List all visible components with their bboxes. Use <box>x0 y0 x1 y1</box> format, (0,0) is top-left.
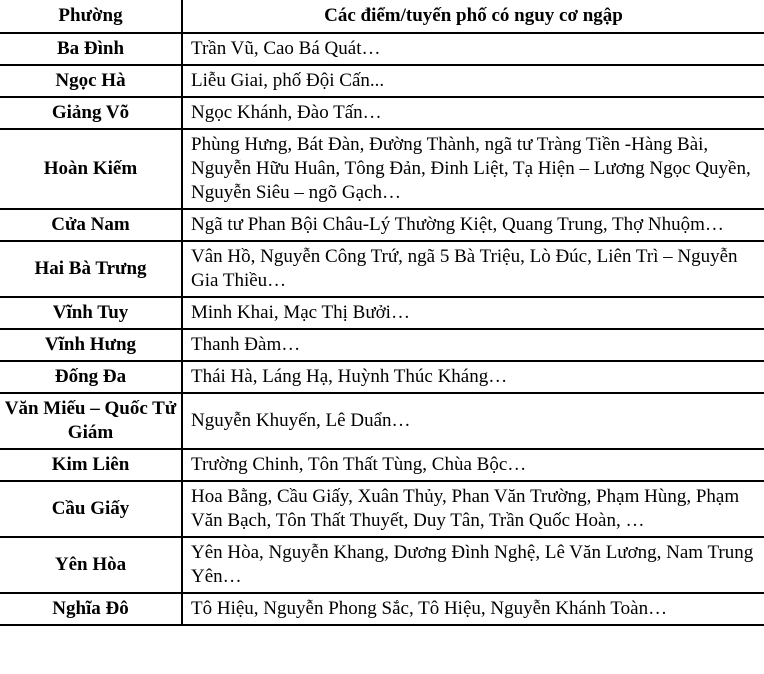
locations-cell: Nguyễn Khuyến, Lê Duẩn… <box>182 393 764 449</box>
ward-cell: Vĩnh Hưng <box>0 329 182 361</box>
ward-cell: Đống Đa <box>0 361 182 393</box>
locations-cell: Ngã tư Phan Bội Châu-Lý Thường Kiệt, Quang Trung, Thợ Nhuộm… <box>182 209 764 241</box>
locations-cell: Yên Hòa, Nguyễn Khang, Dương Đình Nghệ, Lê Văn Lương, Nam Trung Yên… <box>182 537 764 593</box>
table-row <box>0 65 764 97</box>
locations-cell: Hoa Bằng, Cầu Giấy, Xuân Thủy, Phan Văn Trường, Phạm Hùng, Phạm Văn Bạch, Tôn Thất Thuyết, Duy Tân, Trần Quốc Hoàn, … <box>182 481 764 537</box>
table-row <box>0 97 764 129</box>
locations-column-header: Các điểm/tuyến phố có nguy cơ ngập <box>182 0 764 33</box>
locations-cell: Minh Khai, Mạc Thị Bưởi… <box>182 297 764 329</box>
ward-cell: Nghĩa Đô <box>0 593 182 625</box>
table-row <box>0 129 764 209</box>
table-row <box>0 297 764 329</box>
ward-cell: Hoàn Kiếm <box>0 129 182 209</box>
table-row <box>0 481 764 537</box>
ward-cell: Ba Đình <box>0 33 182 65</box>
table-row <box>0 593 764 625</box>
table-row <box>0 329 764 361</box>
table-row <box>0 393 764 449</box>
ward-cell: Văn Miếu – Quốc Tử Giám <box>0 393 182 449</box>
locations-cell: Trường Chinh, Tôn Thất Tùng, Chùa Bộc… <box>182 449 764 481</box>
ward-cell: Yên Hòa <box>0 537 182 593</box>
table-row <box>0 449 764 481</box>
locations-cell: Ngọc Khánh, Đào Tấn… <box>182 97 764 129</box>
ward-cell: Giảng Võ <box>0 97 182 129</box>
ward-cell: Cửa Nam <box>0 209 182 241</box>
ward-cell: Ngọc Hà <box>0 65 182 97</box>
ward-cell: Cầu Giấy <box>0 481 182 537</box>
ward-cell: Hai Bà Trưng <box>0 241 182 297</box>
locations-cell: Thanh Đàm… <box>182 329 764 361</box>
locations-cell: Tô Hiệu, Nguyễn Phong Sắc, Tô Hiệu, Nguyễn Khánh Toàn… <box>182 593 764 625</box>
ward-column-header: Phường <box>0 0 182 33</box>
locations-cell: Liễu Giai, phố Đội Cấn... <box>182 65 764 97</box>
ward-cell: Kim Liên <box>0 449 182 481</box>
table-row <box>0 241 764 297</box>
table-header-row <box>0 0 764 33</box>
locations-cell: Thái Hà, Láng Hạ, Huỳnh Thúc Kháng… <box>182 361 764 393</box>
locations-cell: Vân Hồ, Nguyễn Công Trứ, ngã 5 Bà Triệu, Lò Đúc, Liên Trì – Nguyễn Gia Thiều… <box>182 241 764 297</box>
table-row <box>0 537 764 593</box>
table-row <box>0 209 764 241</box>
table-row <box>0 33 764 65</box>
ward-cell: Vĩnh Tuy <box>0 297 182 329</box>
locations-cell: Trần Vũ, Cao Bá Quát… <box>182 33 764 65</box>
table-row <box>0 361 764 393</box>
locations-cell: Phùng Hưng, Bát Đàn, Đường Thành, ngã tư Tràng Tiền -Hàng Bài, Nguyễn Hữu Huân, Tông Đản, Đinh Liệt, Tạ Hiện – Lương Ngọc Quyền, Nguyễn Siêu – ngõ Gạch… <box>182 129 764 209</box>
